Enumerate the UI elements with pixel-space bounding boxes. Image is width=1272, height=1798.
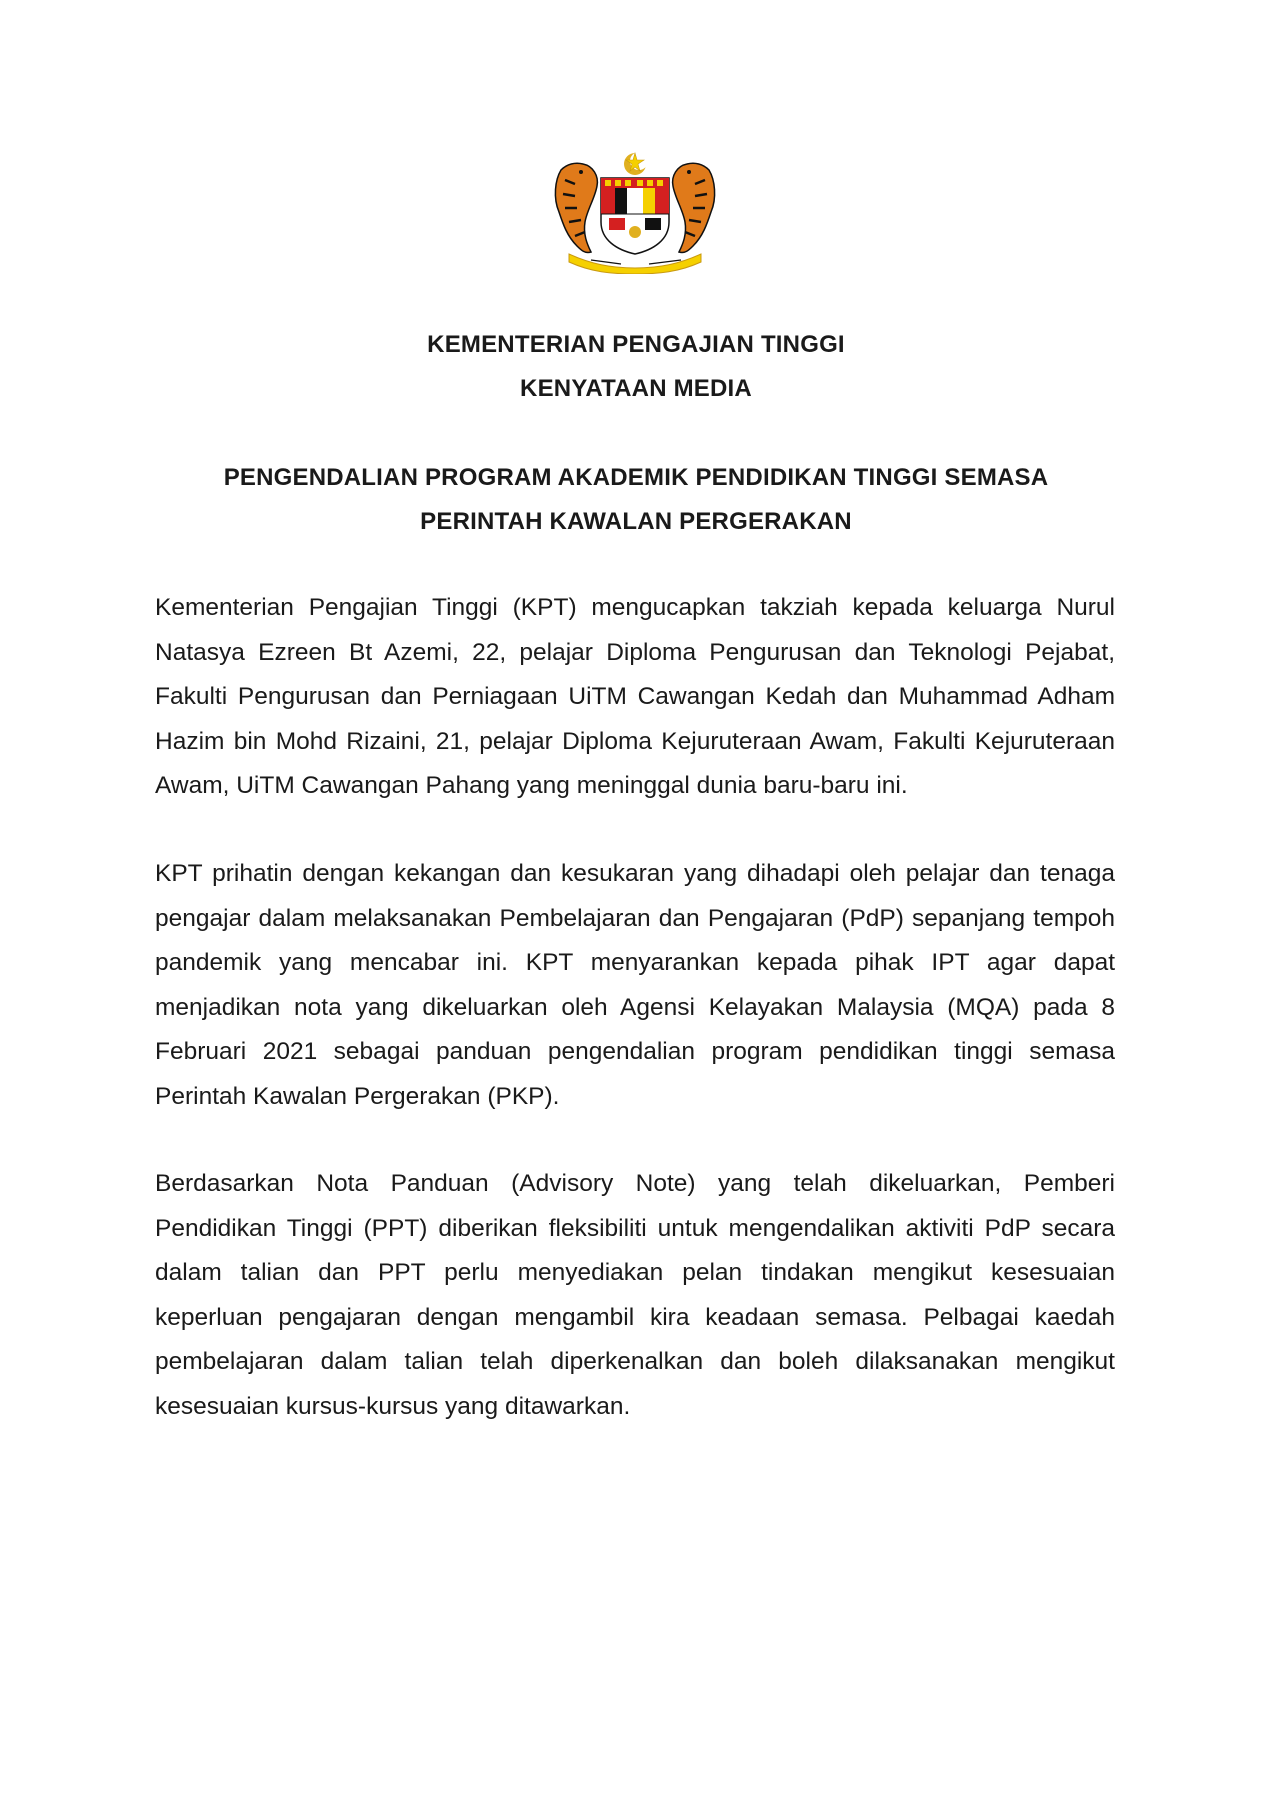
coat-of-arms-icon xyxy=(551,150,719,274)
ministry-name: KEMENTERIAN PENGAJIAN TINGGI xyxy=(427,331,845,358)
document-title xyxy=(0,456,1272,544)
paragraph-guidance xyxy=(155,852,1115,1119)
body-paragraph: Berdasarkan Nota Panduan (Advisory Note) yang telah dikeluarkan, Pemberi Pendidikan Tinggi (PPT) diberikan fleksibiliti untuk mengendalikan aktiviti PdP secara dalam talian dan PPT perlu menyediakan pelan tindakan mengikut kesesuaian keperluan pengajaran dengan mengambil kira keadaan semasa. Pelbagai kaedah pembelajaran dalam talian telah diperkenalkan dan boleh dilaksanakan mengikut kesesuaian kursus-kursus yang ditawarkan. xyxy=(155,1170,1115,1420)
statement-type: KENYATAAN MEDIA xyxy=(520,375,752,402)
paragraph-advisory-note xyxy=(155,1162,1115,1429)
title-line-2: PERINTAH KAWALAN PERGERAKAN xyxy=(420,508,852,535)
document-header xyxy=(0,323,1272,411)
body-paragraph: KPT prihatin dengan kekangan dan kesukaran yang dihadapi oleh pelajar dan tenaga pengajar dalam melaksanakan Pembelajaran dan Pengajaran (PdP) sepanjang tempoh pandemik yang mencabar ini. KPT menyarankan kepada pihak IPT agar dapat menjadikan nota yang dikeluarkan oleh Agensi Kelayakan Malaysia (MQA) pada 8 Februari 2021 sebagai panduan pengendalian program pendidikan tinggi semasa Perintah Kawalan Pergerakan (PKP). xyxy=(155,860,1115,1110)
body-paragraph: Kementerian Pengajian Tinggi (KPT) mengucapkan takziah kepada keluarga Nurul Natasya Ezreen Bt Azemi, 22, pelajar Diploma Pengurusan dan Teknologi Pejabat, Fakulti Pengurusan dan Perniagaan UiTM Cawangan Kedah dan Muhammad Adham Hazim bin Mohd Rizaini, 21, pelajar Diploma Kejuruteraan Awam, Fakulti Kejuruteraan Awam, UiTM Cawangan Pahang yang meninggal dunia baru-baru ini. xyxy=(155,594,1115,799)
paragraph-condolence xyxy=(155,586,1115,809)
title-line-1: PENGENDALIAN PROGRAM AKADEMIK PENDIDIKAN TINGGI SEMASA xyxy=(223,464,1049,491)
